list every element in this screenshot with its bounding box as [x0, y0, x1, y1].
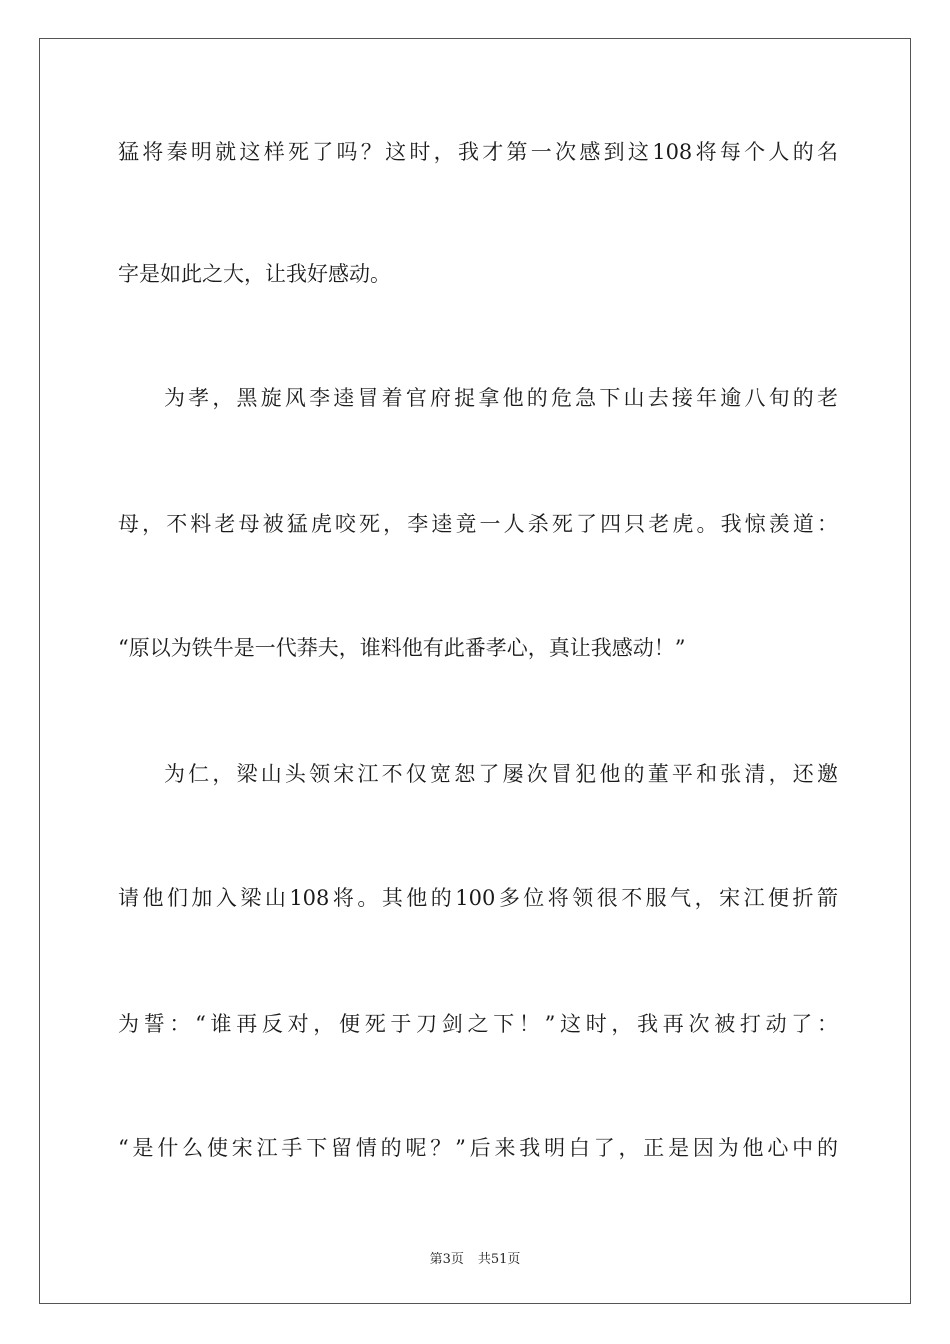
page-footer	[0, 1248, 950, 1267]
body-line-4: 母，不料老母被猛虎咬死，李逵竟一人杀死了四只老虎。我惊羡道：	[118, 512, 838, 536]
page-number-current: 第3页	[429, 1252, 464, 1267]
body-line-6: 为仁，梁山头领宋江不仅宽恕了屡次冒犯他的董平和张清，还邀	[164, 762, 838, 786]
body-line-9: “是什么使宋江手下留情的呢？”后来我明白了，正是因为他心中的	[118, 1136, 838, 1160]
page-border	[39, 38, 911, 1304]
body-line-3: 为孝，黑旋风李逵冒着官府捉拿他的危急下山去接年逾八旬的老	[164, 386, 838, 410]
body-line-2: 字是如此之大，让我好感动。	[118, 262, 391, 286]
body-line-7: 请他们加入梁山108将。其他的100多位将领很不服气，宋江便折箭	[118, 886, 838, 910]
body-line-5: “原以为铁牛是一代莽夫，谁料他有此番孝心，真让我感动！”	[118, 636, 686, 660]
body-line-8: 为誓：“谁再反对，便死于刀剑之下！”这时，我再次被打动了：	[118, 1012, 838, 1036]
body-line-1: 猛将秦明就这样死了吗？这时，我才第一次感到这108将每个人的名	[118, 140, 838, 164]
page-number-total: 共51页	[477, 1252, 521, 1267]
